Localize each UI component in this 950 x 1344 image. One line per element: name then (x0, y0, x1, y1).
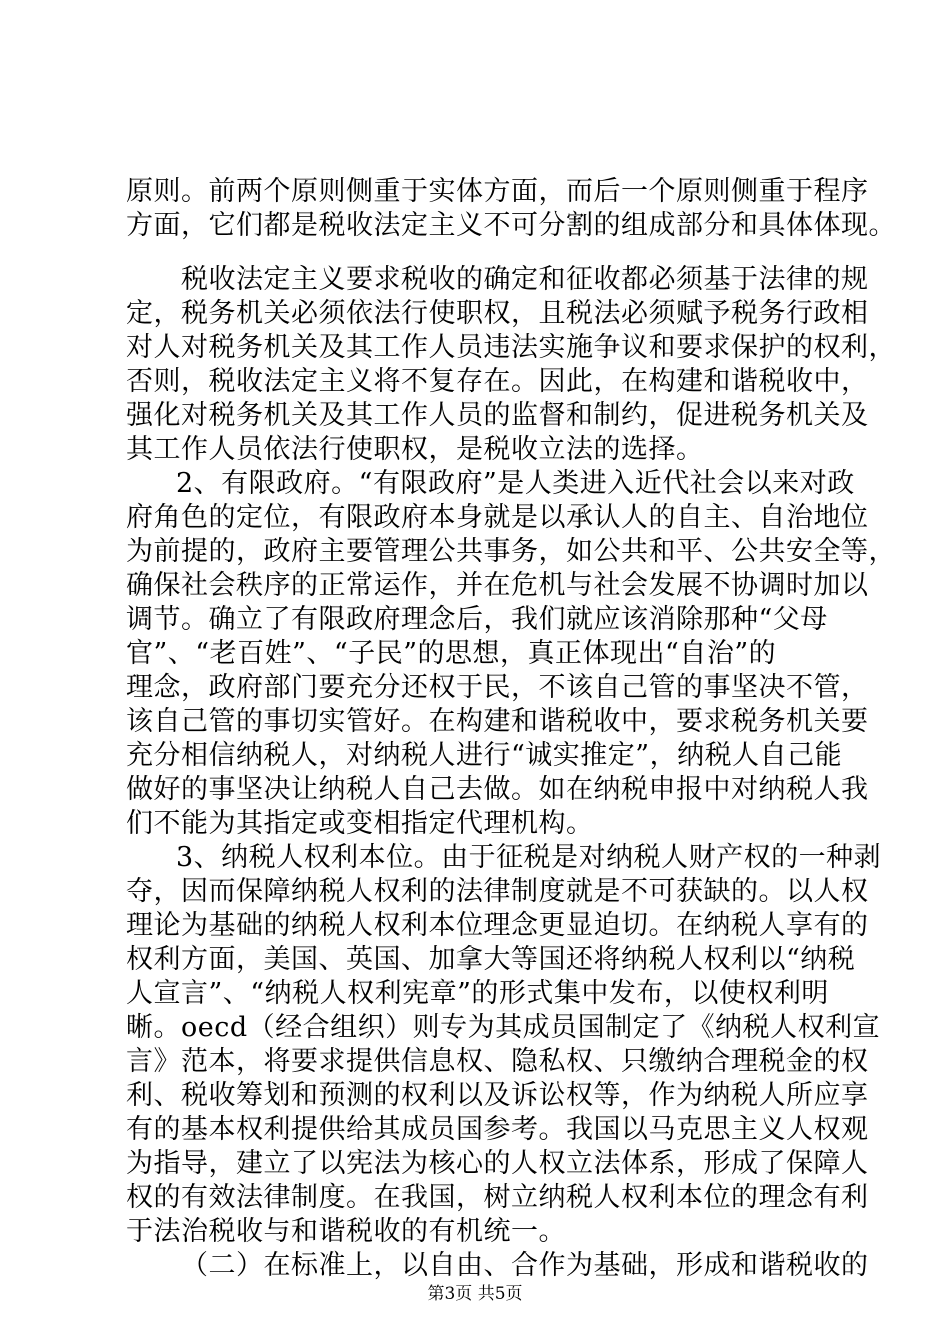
text-line: 强化对税务机关及其工作人员的监督和制约，促进税务机关及 (126, 400, 869, 431)
text-line: 们不能为其指定或变相指定代理机构。 (126, 808, 594, 839)
text-line: 定，税务机关必须依法行使职权，且税法必须赋予税务行政相 (126, 298, 869, 329)
text-line: 人宣言”、“纳税人权利宪章”的形式集中发布，以使权利明 (126, 978, 829, 1009)
text-line: 3、纳税人权利本位。由于征税是对纳税人财产权的一种剥 (176, 842, 882, 873)
text-line: 于法治税收与和谐税收的有机统一。 (126, 1216, 566, 1247)
text-line: 2、有限政府。“有限政府”是人类进入近代社会以来对政 (176, 468, 855, 499)
text-line: 官”、“老百姓”、“子民”的思想，真正体现出“自治”的 (126, 638, 777, 669)
text-line: 为前提的，政府主要管理公共事务，如公共和平、公共安全等， (126, 536, 896, 567)
text-line: 利、税收筹划和预测的权利以及诉讼权等，作为纳税人所应享 (126, 1080, 869, 1111)
text-line: 言》范本，将要求提供信息权、隐私权、只缴纳合理税金的权 (126, 1046, 869, 1077)
text-line: 确保社会秩序的正常运作，并在危机与社会发展不协调时加以 (126, 570, 869, 601)
text-line: 做好的事坚决让纳税人自己去做。如在纳税申报中对纳税人我 (126, 774, 869, 805)
text-line: 调节。确立了有限政府理念后，我们就应该消除那种“父母 (126, 604, 828, 635)
text-line: 有的基本权利提供给其成员国参考。我国以马克思主义人权观 (126, 1114, 869, 1145)
text-line: 夺，因而保障纳税人权利的法律制度就是不可获缺的。以人权 (126, 876, 869, 907)
text-line: 对人对税务机关及其工作人员违法实施争议和要求保护的权利， (126, 332, 896, 363)
page-number: 第3页 共5页 (427, 1284, 523, 1304)
text-line: 否则，税收法定主义将不复存在。因此，在构建和谐税收中， (126, 366, 869, 397)
text-line: 方面，它们都是税收法定主义不可分割的组成部分和具体体现。 (126, 210, 896, 241)
text-line: 晰。oecd（经合组织）则专为其成员国制定了《纳税人权利宣 (126, 1012, 881, 1043)
section-heading: （二）在标准上，以自由、合作为基础，形成和谐税收的 (181, 1250, 869, 1281)
text-line: 充分相信纳税人，对纳税人进行“诚实推定”，纳税人自己能 (126, 740, 843, 771)
text-line: 权利方面，美国、英国、加拿大等国还将纳税人权利以“纳税 (126, 944, 856, 975)
text-line: 理念，政府部门要充分还权于民，不该自己管的事坚决不管， (126, 672, 869, 703)
text-line: 府角色的定位，有限政府本身就是以承认人的自主、自治地位 (126, 502, 869, 533)
text-line: 原则。前两个原则侧重于实体方面，而后一个原则侧重于程序 (126, 176, 869, 207)
text-line: 其工作人员依法行使职权，是税收立法的选择。 (126, 434, 704, 465)
text-line: 为指导，建立了以宪法为核心的人权立法体系，形成了保障人 (126, 1148, 869, 1179)
text-line: 税收法定主义要求税收的确定和征收都必须基于法律的规 (181, 264, 869, 295)
text-line: 权的有效法律制度。在我国，树立纳税人权利本位的理念有利 (126, 1182, 869, 1213)
text-line: 该自己管的事切实管好。在构建和谐税收中，要求税务机关要 (126, 706, 869, 737)
text-line: 理论为基础的纳税人权利本位理念更显迫切。在纳税人享有的 (126, 910, 869, 941)
